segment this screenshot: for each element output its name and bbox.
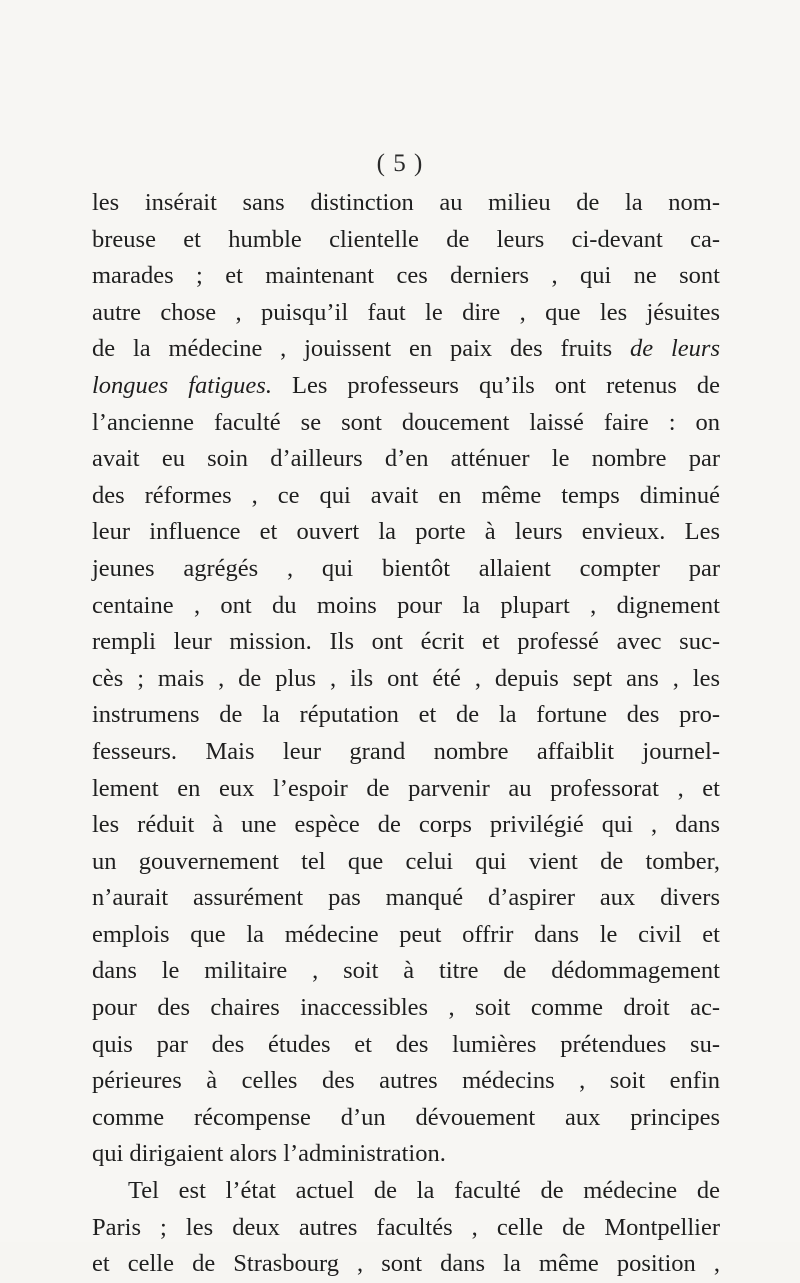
text-line-16: fesseurs. Mais leur grand nombre affaiblit journel-	[92, 737, 720, 765]
text-line-20: n’aurait assurément pas manqué d’aspirer aux divers	[92, 884, 720, 912]
text-line-3: marades ; et maintenant ces derniers , qui ne sont	[92, 262, 720, 290]
text-line-25: périeures à celles des autres médecins , soit enfin	[92, 1067, 720, 1095]
text-line-15: instrumens de la réputation et de la fortune des pro-	[92, 701, 720, 729]
text-line-6	[92, 368, 720, 405]
text-line-12: centaine , ont du moins pour la plupart , dignement	[92, 591, 720, 619]
text-line-27: qui dirigaient alors l’administration.	[92, 1140, 446, 1168]
text-line-14: cès ; mais , de plus , ils ont été , depuis sept ans , les	[92, 664, 720, 692]
text-line-7: l’ancienne faculté se sont doucement laissé faire : on	[92, 408, 720, 436]
body-text	[92, 185, 720, 1283]
text-line-21: emplois que la médecine peut offrir dans le civil et	[92, 920, 720, 948]
text-line-17: lement en eux l’espoir de parvenir au professorat , et	[92, 774, 720, 802]
text-line-4: autre chose , puisqu’il faut le dire , que les jésuites	[92, 298, 720, 326]
text-line-28: Tel est l’état actuel de la faculté de médecine de	[128, 1177, 720, 1205]
page-number: ( 5 )	[376, 150, 424, 177]
text-line-30: et celle de Strasbourg , sont dans la même position ,	[92, 1250, 720, 1278]
text-line-24: quis par des études et des lumières prétendues su-	[92, 1030, 720, 1058]
text-line-19: un gouvernement tel que celui qui vient de tomber,	[92, 847, 720, 875]
text-line-6-roman: Les professeurs qu’ils ont retenus de	[291, 371, 721, 399]
text-line-5	[92, 331, 720, 368]
text-line-13: rempli leur mission. Ils ont écrit et professé avec suc-	[92, 628, 720, 656]
text-line-1: les insérait sans distinction au milieu de la nom-	[92, 189, 720, 216]
text-line-6-italic: longues fatigues.	[92, 371, 272, 399]
text-line-18: les réduit à une espèce de corps privilégié qui , dans	[92, 811, 720, 839]
text-line-2: breuse et humble clientelle de leurs ci-devant ca-	[92, 225, 720, 253]
text-line-9: des réformes , ce qui avait en même temps diminué	[92, 481, 720, 509]
text-line-10: leur influence et ouvert la porte à leurs envieux. Les	[92, 518, 720, 546]
text-line-11: jeunes agrégés , qui bientôt allaient compter par	[92, 554, 720, 582]
text-line-22: dans le militaire , soit à titre de dédommagement	[92, 957, 720, 985]
text-line-29: Paris ; les deux autres facultés , celle de Montpellier	[92, 1213, 720, 1241]
text-line-5-italic: de leurs	[630, 335, 720, 363]
text-line-8: avait eu soin d’ailleurs d’en atténuer le nombre par	[92, 445, 720, 473]
text-line-26: comme récompense d’un dévouement aux principes	[92, 1103, 720, 1131]
text-line-5-roman: de la médecine , jouissent en paix des fruits	[92, 335, 613, 363]
text-line-23: pour des chaires inaccessibles , soit comme droit ac-	[92, 994, 720, 1022]
